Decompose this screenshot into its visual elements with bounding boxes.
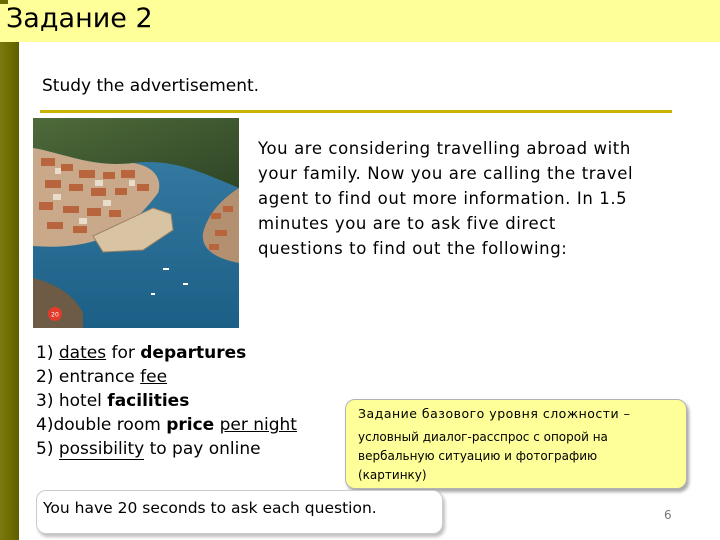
list-keyword: possibility — [58, 439, 145, 459]
list-keyword-bold: price — [166, 415, 215, 435]
scenario-line: agent to find out more information. In 1.5 — [258, 189, 628, 208]
list-text: for — [106, 343, 141, 363]
list-number: 3) — [36, 391, 54, 411]
time-note-box — [36, 490, 443, 534]
title-bar — [0, 0, 720, 42]
list-number: 2) — [36, 367, 54, 387]
note-line: (картинку) — [358, 468, 427, 482]
scenario-text — [258, 136, 708, 261]
list-keyword: fee — [140, 367, 168, 387]
divider-rule — [40, 110, 672, 113]
list-item — [36, 413, 297, 437]
note-line: условный диалог-расспрос с опорой на — [358, 430, 608, 444]
list-text: entrance — [58, 367, 141, 387]
list-item — [36, 389, 297, 413]
list-keyword-bold: departures — [140, 343, 247, 363]
list-keyword: dates — [58, 343, 107, 363]
list-item — [36, 365, 297, 389]
time-note-text: You have 20 seconds to ask each question. — [43, 499, 377, 517]
instruction-text: Study the advertisement. — [42, 76, 260, 96]
question-list — [36, 341, 297, 461]
note-line: вербальную ситуацию и фотографию — [358, 449, 598, 463]
list-text: to pay online — [144, 439, 261, 459]
note-heading: Задание базового уровня сложности – — [358, 406, 631, 421]
list-number: 1) — [36, 343, 54, 363]
scenario-line: your family. Now you are calling the travel — [258, 164, 634, 183]
scenario-line: minutes you are to ask five direct — [258, 214, 556, 233]
scenario-line: You are considering travelling abroad with — [258, 139, 631, 158]
harbour-town-image — [33, 118, 239, 328]
page-number: 6 — [664, 508, 672, 522]
photo-badge: 20 — [51, 311, 59, 319]
slide-title: Задание 2 — [6, 3, 153, 34]
list-keyword: per night — [219, 415, 297, 435]
list-number: 5) — [36, 439, 54, 459]
scenario-line: questions to find out the following: — [258, 239, 568, 258]
list-keyword-bold: facilities — [107, 391, 190, 411]
advertisement-photo — [33, 118, 239, 328]
list-text: double room — [53, 415, 167, 435]
list-number: 4) — [36, 415, 54, 435]
list-item — [36, 341, 297, 365]
list-item — [36, 437, 297, 461]
task-level-note — [345, 399, 687, 489]
side-stripe — [0, 42, 19, 540]
list-text: hotel — [58, 391, 108, 411]
note-body — [358, 428, 678, 485]
